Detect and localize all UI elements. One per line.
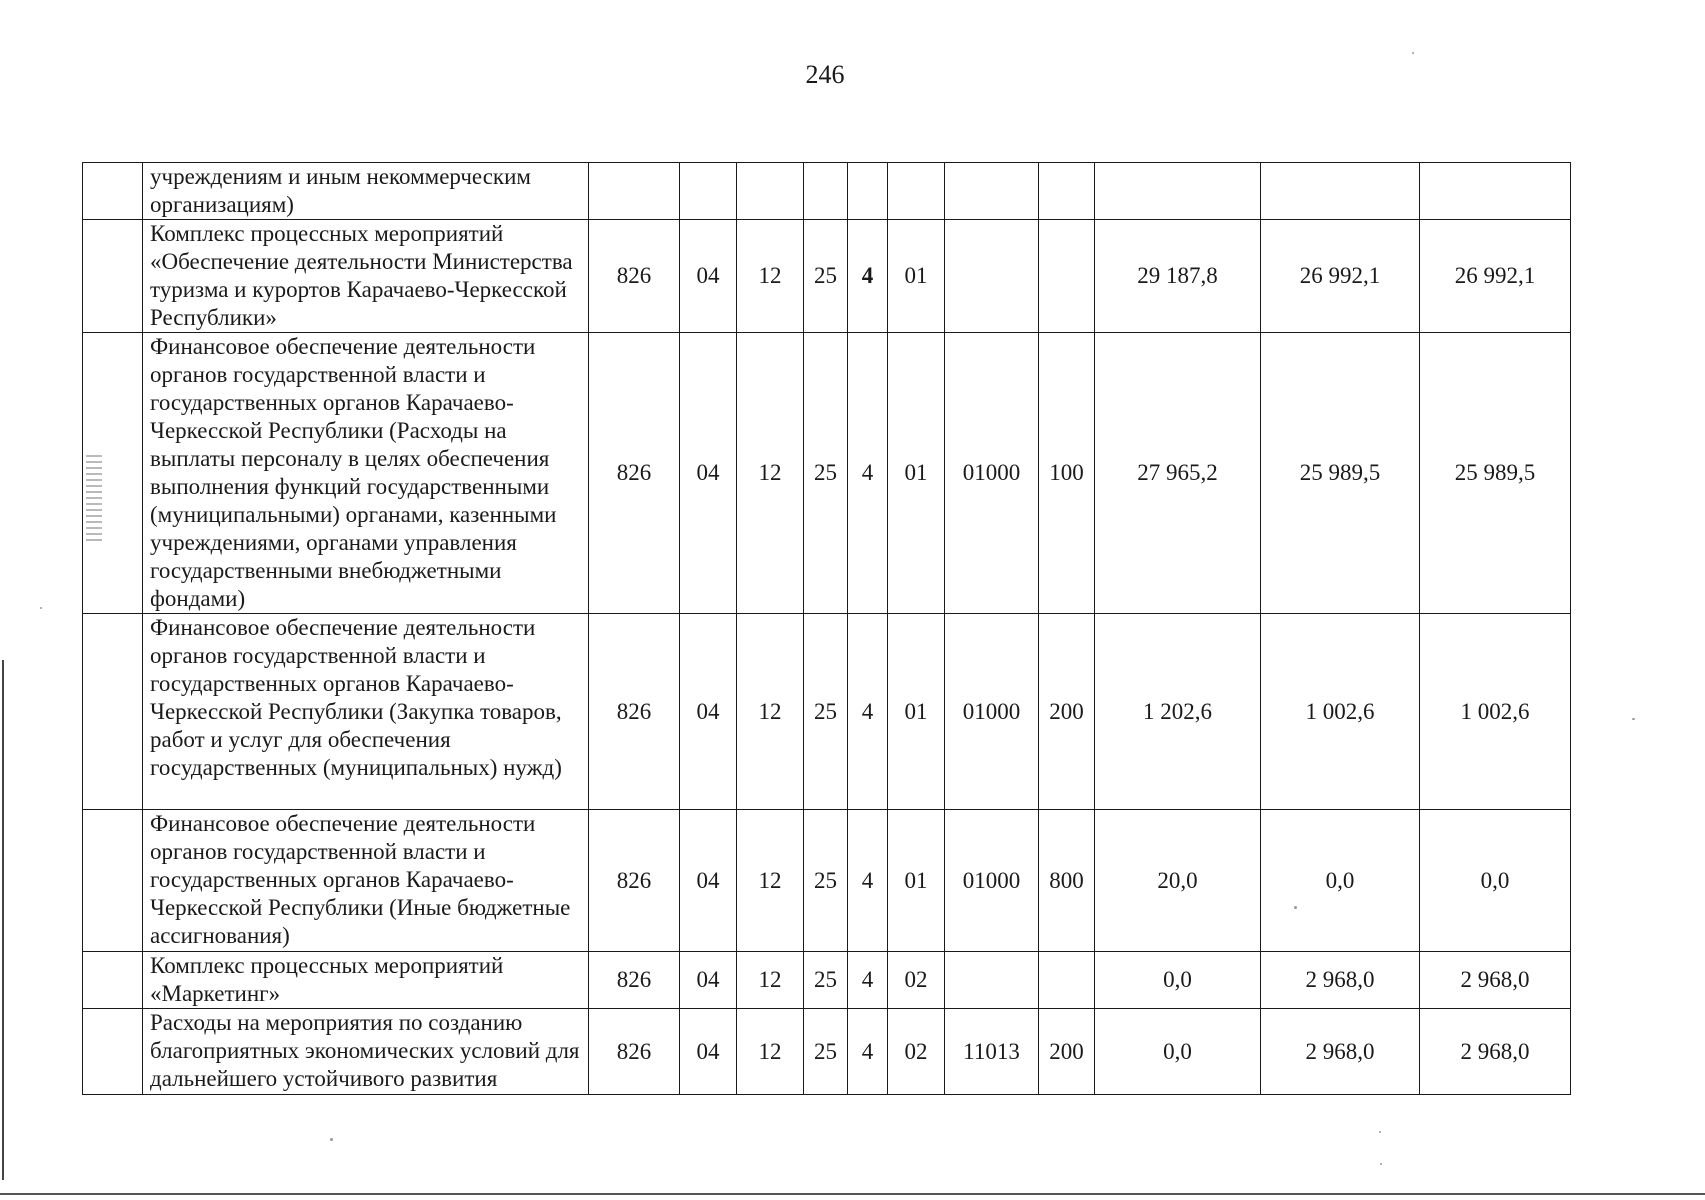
subsection-cell [737, 163, 804, 220]
type-cell: 4 [848, 220, 888, 333]
program-cell: 25 [804, 220, 848, 333]
element-cell: 01 [888, 333, 945, 614]
scan-noise [86, 455, 102, 545]
row-number-cell [83, 220, 143, 333]
amount-2-cell: 26 992,1 [1261, 220, 1420, 333]
program-cell [804, 163, 848, 220]
description-cell: учреждениям и иным некоммерческим организациям) [143, 163, 589, 220]
code-cell: 826 [589, 952, 680, 1009]
code-cell [589, 163, 680, 220]
program-cell: 25 [804, 952, 848, 1009]
table-row [83, 163, 1571, 220]
table-row [83, 952, 1571, 1009]
amount-1-cell: 20,0 [1095, 810, 1261, 952]
section-cell: 04 [680, 1009, 737, 1095]
element-cell: 02 [888, 1009, 945, 1095]
amount-2-cell: 25 989,5 [1261, 333, 1420, 614]
scan-speck [1380, 1163, 1382, 1165]
table-row [83, 1009, 1571, 1095]
element-cell: 01 [888, 614, 945, 810]
page-number: 246 [805, 60, 845, 89]
description-cell: Комплекс процессных мероприятий «Обеспечение деятельности Министерства туризма и курортов Карачаево-Черкесской Республики» [143, 220, 589, 333]
expense-type-cell [1039, 220, 1095, 333]
code-cell: 826 [589, 333, 680, 614]
element-cell: 01 [888, 220, 945, 333]
expense-type-cell: 200 [1039, 614, 1095, 810]
section-cell: 04 [680, 333, 737, 614]
amount-1-cell: 1 202,6 [1095, 614, 1261, 810]
amount-2-cell: 2 968,0 [1261, 1009, 1420, 1095]
expense-type-cell: 100 [1039, 333, 1095, 614]
amount-2-cell [1261, 163, 1420, 220]
element-cell: 02 [888, 952, 945, 1009]
amount-2-cell: 2 968,0 [1261, 952, 1420, 1009]
program-cell: 25 [804, 1009, 848, 1095]
table-row [83, 220, 1571, 333]
expense-type-cell [1039, 163, 1095, 220]
subsection-cell: 12 [737, 952, 804, 1009]
scan-speck [40, 607, 42, 609]
amount-1-cell: 29 187,8 [1095, 220, 1261, 333]
type-cell: 4 [848, 333, 888, 614]
code-cell: 826 [589, 614, 680, 810]
expense-type-cell: 200 [1039, 1009, 1095, 1095]
row-number-cell [83, 614, 143, 810]
program-cell: 25 [804, 333, 848, 614]
amount-1-cell [1095, 163, 1261, 220]
section-cell: 04 [680, 810, 737, 952]
amount-3-cell: 1 002,6 [1420, 614, 1571, 810]
amount-2-cell: 1 002,6 [1261, 614, 1420, 810]
subsection-cell: 12 [737, 220, 804, 333]
table-row [83, 333, 1571, 614]
subsection-cell: 12 [737, 333, 804, 614]
direction-cell: 01000 [945, 614, 1039, 810]
direction-cell: 01000 [945, 810, 1039, 952]
section-cell [680, 163, 737, 220]
subsection-cell: 12 [737, 614, 804, 810]
description-cell: Финансовое обеспечение деятельности органов государственной власти и государственных органов Карачаево-Черкесской Республики (Закупка товаров, работ и услуг для обеспечения государственных (муниципальных) нужд) [143, 614, 589, 810]
amount-1-cell: 27 965,2 [1095, 333, 1261, 614]
amount-3-cell: 2 968,0 [1420, 1009, 1571, 1095]
type-cell: 4 [848, 614, 888, 810]
direction-cell [945, 163, 1039, 220]
amount-3-cell: 0,0 [1420, 810, 1571, 952]
element-cell [888, 163, 945, 220]
code-cell: 826 [589, 220, 680, 333]
amount-1-cell: 0,0 [1095, 1009, 1261, 1095]
direction-cell: 01000 [945, 333, 1039, 614]
expense-type-cell: 800 [1039, 810, 1095, 952]
row-number-cell [83, 1009, 143, 1095]
expense-type-cell [1039, 952, 1095, 1009]
program-cell: 25 [804, 810, 848, 952]
scan-bottom-line [0, 1193, 1705, 1195]
scan-speck [1379, 1131, 1381, 1133]
section-cell: 04 [680, 614, 737, 810]
scan-edge-line [2, 660, 4, 1180]
table-row [83, 614, 1571, 810]
amount-1-cell: 0,0 [1095, 952, 1261, 1009]
type-cell: 4 [848, 1009, 888, 1095]
type-cell [848, 163, 888, 220]
subsection-cell: 12 [737, 810, 804, 952]
section-cell: 04 [680, 220, 737, 333]
description-cell: Расходы на мероприятия по созданию благоприятных экономических условий для дальнейшего устойчивого развития [143, 1009, 589, 1095]
code-cell: 826 [589, 810, 680, 952]
amount-3-cell: 25 989,5 [1420, 333, 1571, 614]
table-row [83, 810, 1571, 952]
direction-cell [945, 952, 1039, 1009]
direction-cell [945, 220, 1039, 333]
amount-3-cell: 26 992,1 [1420, 220, 1571, 333]
subsection-cell: 12 [737, 1009, 804, 1095]
scan-speck [1412, 52, 1414, 54]
row-number-cell [83, 163, 143, 220]
direction-cell: 11013 [945, 1009, 1039, 1095]
description-cell: Финансовое обеспечение деятельности органов государственной власти и государственных органов Карачаево-Черкесской Республики (Расходы на выплаты персоналу в целях обеспечения выполнения функций государственными (муниципальными) органами, казенными учреждениями, органами управления государственными внебюджетными фондами) [143, 333, 589, 614]
amount-2-cell: 0,0 [1261, 810, 1420, 952]
description-cell: Финансовое обеспечение деятельности органов государственной власти и государственных органов Карачаево-Черкесской Республики (Иные бюджетные ассигнования) [143, 810, 589, 952]
row-number-cell [83, 810, 143, 952]
amount-3-cell: 2 968,0 [1420, 952, 1571, 1009]
row-number-cell [83, 952, 143, 1009]
program-cell: 25 [804, 614, 848, 810]
code-cell: 826 [589, 1009, 680, 1095]
element-cell: 01 [888, 810, 945, 952]
scan-speck [330, 1138, 333, 1141]
section-cell: 04 [680, 952, 737, 1009]
scan-speck [1294, 906, 1297, 909]
amount-3-cell [1420, 163, 1571, 220]
type-cell: 4 [848, 952, 888, 1009]
budget-table [82, 162, 1571, 1095]
type-cell: 4 [848, 810, 888, 952]
description-cell: Комплекс процессных мероприятий «Маркетинг» [143, 952, 589, 1009]
scan-speck [1632, 718, 1635, 720]
